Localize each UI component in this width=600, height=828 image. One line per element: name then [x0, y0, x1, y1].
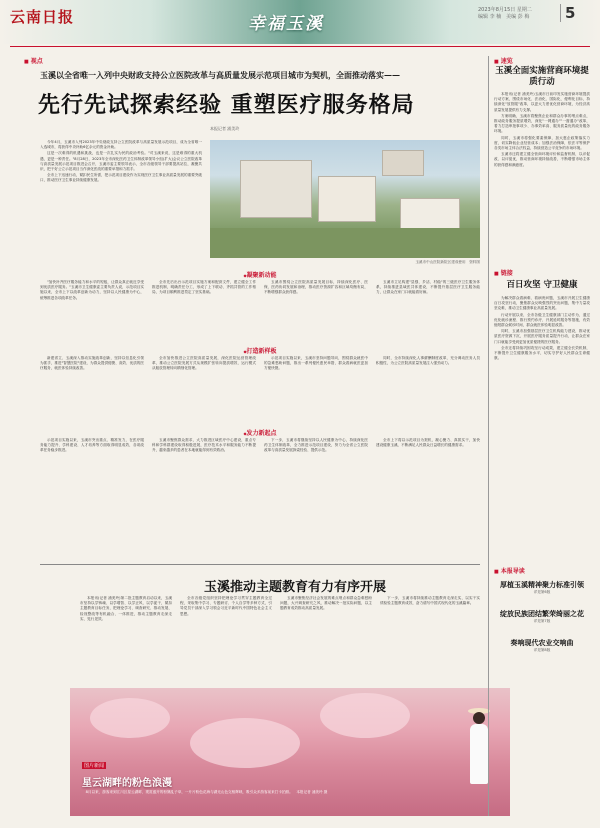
- photo-greenery: [210, 228, 480, 258]
- link-p4: 全市还将持续巩固攻坚行动成果，建立健全长效机制，不断提升卫生健康服务水平，切实守护好人民群众生命健康。: [494, 345, 590, 361]
- section-tag-link: ■ 链接: [494, 268, 513, 277]
- lake-photo: [70, 688, 510, 816]
- section-head-1: ◆ 凝聚新动能: [40, 270, 480, 279]
- photo-flower-patch: [90, 698, 170, 738]
- header-rule: [10, 46, 590, 47]
- sec2-col2-text: 全市加快推进公立医院高质量发展，深化医院运营管理改革，推动公立医院发展方式从规模扩张转向提质增效，运行模式从粗放管理转向精细化管理。: [152, 356, 256, 371]
- edu-col3-text: 玉溪市聚焦经济社会发展的难点堵点和群众急难愁盼问题，大兴调查研究之风，推动解决一批实际问题，以主题教育成效推动高质量发展。: [280, 596, 372, 611]
- brief-p1: 本报讯(记者 浦美玲)玉溪市日前印发实施营商环境提质行动方案，围绕市场化、法治化、国际化、便利化目标，持续深化"放管服"改革，以更大力度优化营商环境，为经济高质量发展提供有力支撑。: [494, 92, 590, 112]
- section-tag-guide: ■ 本报导读: [494, 566, 525, 575]
- section-head-3: ◆ 发力新起点: [40, 428, 480, 437]
- photo-news-caption: 8月以来，游客来到江川区星云湖畔，观赏盛开的粉黛乱子草，一片片粉色花海与湖光山色交相辉映，吸引众多游客前来打卡拍照。 本报记者 浦美玲 摄: [82, 790, 328, 794]
- photo-news-tag: 图片新闻: [84, 763, 105, 769]
- photo-building: [382, 150, 424, 176]
- sec3-col1: [40, 438, 144, 556]
- guide-item-page: 详见第7版: [533, 619, 551, 623]
- sec1-col1-text: "加快补齐医疗服务能力和水平的短板，让群众真正就近享受到优质医疗服务。"玉溪市卫生健康委主要负责人说，示范项目实施以来，全市上下以改革创新为动力，坚持以人民健康为中心，统筹推进各项改革任务。: [40, 280, 144, 300]
- photo-building: [240, 160, 312, 218]
- hospital-photo: [210, 140, 480, 258]
- link-p1: 为解决群众看病难、看病贵问题，玉溪市开展卫生健康百日攻坚行动，聚焦群众反映强烈的突出问题，集中力量攻坚克难，推动卫生健康事业高质量发展。: [494, 296, 590, 311]
- guide-item-title[interactable]: 绽放民族团结繁荣绮丽之花: [500, 609, 584, 618]
- photo-flower-patch: [190, 718, 300, 768]
- sec3-col2: [152, 438, 256, 556]
- sec1-col1: [40, 280, 144, 340]
- sec1-col2: [152, 280, 256, 340]
- photo-caption: 玉溪市中山医院新院区建成使用 资料图: [415, 260, 480, 264]
- column-title: 幸福玉溪: [248, 14, 324, 34]
- header-meta: [478, 7, 558, 21]
- sec2-col2: [152, 356, 256, 424]
- sec1-col3-text: 玉溪市围绕公立医院高质量发展目标，持续深化医疗、医保、医药协同发展和治理，推动医疗资源扩容和区域均衡布局，不断增强群众获得感。: [264, 280, 368, 295]
- link-body: [494, 296, 590, 558]
- sec3-col3-text: 下一步，玉溪市将继续坚持以人民健康为中心，持续深化医药卫生体制改革，全力推进示范项目建设，努力为全省公立医院改革与高质量发展探索经验、提供示范。: [264, 438, 368, 453]
- brief-title: 玉溪全面实施营商环境提质行动: [495, 66, 589, 87]
- guide-item-title[interactable]: 奏响现代农业交响曲: [510, 638, 574, 647]
- lead-intro-p1: 今年4月，玉溪市入列2023年中央财政支持公立医院改革与高质量发展示范项目，成为全省唯一入选城市，将获得中央补助6亿余元的资金补助。: [40, 140, 202, 150]
- photo-building: [318, 176, 376, 222]
- photo-news-title: 星云湖畔的粉色浪漫: [82, 778, 172, 789]
- sec2-col4-text: 同时，全市持续深化人事薪酬制度改革，充分调动医务人员积极性，为公立医院高质量发展注入强劲动力。: [376, 356, 480, 366]
- edu-col1-text: 本报讯(记者 浦美玲)第二批主题教育启动以来，玉溪市坚持以学铸魂、以学增智、以学正风、以学促干，紧扣主题教育目标任务，把理论学习、调查研究、推动发展、检视整改等有机融合、一体推进，推动主题教育走深走实、见行见效。: [80, 596, 172, 621]
- editor-credit: 编辑 李 楠 美编 彭 梅: [478, 14, 530, 20]
- photo-person: [464, 708, 494, 816]
- sec3-col3: [264, 438, 368, 556]
- sec2-col3: [264, 356, 368, 424]
- link-title: 百日攻坚 守卫健康: [506, 280, 578, 290]
- sec1-col4-text: 玉溪市立足构建"县强、乡活、村稳"的三级医疗卫生服务体系，持续推进县域医共体建设，不断提升基层医疗卫生服务能力，让群众在家门口就能看好病。: [376, 280, 480, 295]
- edu-col3: [280, 596, 372, 684]
- sec1-col3: [264, 280, 368, 340]
- person-head: [473, 712, 485, 724]
- section-head-2: ◆ 打造新样板: [40, 346, 480, 355]
- brief-body: [494, 92, 590, 262]
- lead-intro-p3: 全市上下迅速行动，紧扣民生所需，把示范项目建设作为实现医疗卫生事业高质量发展的重要突破口，推动医疗卫生事业持续健康发展。: [40, 173, 202, 183]
- edu-col2: [180, 596, 272, 684]
- lead-title: 先行先试探索经验 重塑医疗服务格局: [38, 92, 415, 118]
- guide-item-page: 详见第8版: [533, 648, 551, 652]
- lead-subtitle: 玉溪以全省唯一入列中央财政支持公立医院改革与高质量发展示范项目城市为契机，全面推动落实——: [40, 70, 400, 80]
- lead-intro: [40, 140, 202, 270]
- link-p3: 同时，玉溪市加强基层医疗卫生机构能力建设，推动优质医疗资源下沉，开展医疗服务质量提升行动，让群众在家门口就能享受到更加优质便捷的医疗服务。: [494, 329, 590, 344]
- lead-intro-p2: 这是一次难得的机遇和挑战，也是一次扎实为民的政治考验。"对玉溪来说，这是难得的重大机遇，更是一种责任。"8月28日，2023年全市深化医药卫生体制改革领导小组(扩大)会议公立医院改革与高质量发展示范项目推进会召开，玉溪市委主要领导表示，全市各级领导干部要提高站位，凝聚共识，把干好公立示范项目当作深化医改的重要举措和力抓手。: [40, 151, 202, 172]
- guide-list: [494, 580, 590, 653]
- sec1-col4: [376, 280, 480, 340]
- page-number: 5: [560, 4, 575, 22]
- brief-p3: 同时，玉溪市将强化要素保障，加大惠企政策落实力度，切实降低企业经营成本；加强法治保障，依法平等保护各类市场主体合法权益，持续营造公平竞争的市场环境。: [494, 135, 590, 151]
- brief-p4: 玉溪市还将建立健全营商环境评价和监督机制，以评促改、以评促优，推动营商环境持续改善，不断增强市场主体的获得感和满意度。: [494, 152, 590, 167]
- photo-flower-patch: [320, 693, 410, 738]
- sec2-col3-text: 示范项目实施以来，玉溪市坚持问题导向，围绕群众就医中的急难愁盼问题，推出一系列便民惠民举措，群众看病就医更加方便快捷。: [264, 356, 368, 371]
- sec2-col1: [40, 356, 144, 424]
- link-p2: 行动开展以来，全市各级卫生健康部门主动作为，通过优化就诊流程、推行预约诊疗、开展延时服务等措施，有效缩短群众候诊时间，群众就医体验明显改善。: [494, 312, 590, 328]
- sec2-col1-text: 新建省立、玉溪深入推动实施改革创新，坚持以信息化引领为抓手，推进"智慧医院"建设，为群众提供便捷、高效、优质的医疗服务，就医体验持续改善。: [40, 356, 144, 371]
- article-divider: [40, 564, 480, 565]
- section-tag-viewpoint: ■ 视点: [24, 56, 43, 65]
- sec3-col4: [376, 438, 480, 556]
- issue-date: 2023年8月15日 星期二: [478, 7, 532, 13]
- sec3-col2-text: 玉溪市聚焦群众需求，大力推进区域医疗中心建设，重点专科和学科群建设取得积极进展，医疗技术水平和服务能力不断提升，越来越多的患者在本地就能得到有效救治。: [152, 438, 256, 453]
- sec1-col2-text: 全市先后出台示范项目实施方案和配套文件，建立健全工作推进机制，明确责任分工，形成了上下联动、齐抓共管的工作格局，为项目顺利推进奠定了坚实基础。: [152, 280, 256, 295]
- education-title: 玉溪推动主题教育有力有序开展: [203, 580, 386, 595]
- guide-item-title[interactable]: 厚植玉溪精神聚力标准引领: [500, 580, 584, 589]
- sec3-col1-text: 示范项目实施以来，玉溪市突出重点、精准发力，在医疗服务能力提升、学科建设、人才培养等方面取得明显成效，各项改革任务稳步推进。: [40, 438, 144, 453]
- lead-byline: 本报记者 浦美玲: [210, 126, 240, 131]
- edu-col4-text: 下一步，玉溪市将持续推动主题教育走深走实，以实干实绩检验主题教育成效，奋力谱写中国式现代化的玉溪篇章。: [380, 596, 480, 606]
- section-tag-brief: ■ 速览: [494, 56, 513, 65]
- edu-col4: [380, 596, 480, 684]
- sec3-col4-text: 全市上下将以示范项目为契机，凝心聚力、真抓实干，加快建设健康玉溪，不断满足人民群众日益增长的健康需求。: [376, 438, 480, 448]
- newspaper-logo: 云南日报: [10, 8, 75, 26]
- edu-col1: [80, 596, 172, 684]
- white-dress: [470, 724, 488, 784]
- brief-p2: 方案明确，玉溪市将聚焦企业和群众办事的堵点难点，推动政务服务提质增效，深化"一网通办""一窗通办"改革，着力打造审批事项少、办事效率高、服务质量优的政务服务环境。: [494, 113, 590, 134]
- sec2-col4: [376, 356, 480, 424]
- edu-col2-text: 全市各级党组织坚持把理论学习贯穿主题教育全过程，采取集中学习、专题研讨、个人自学等多种方式，引导党员干部深入学习领会习近平新时代中国特色社会主义思想。: [180, 596, 272, 616]
- right-column-divider: [488, 56, 489, 816]
- guide-item-page: 详见第6版: [533, 590, 551, 594]
